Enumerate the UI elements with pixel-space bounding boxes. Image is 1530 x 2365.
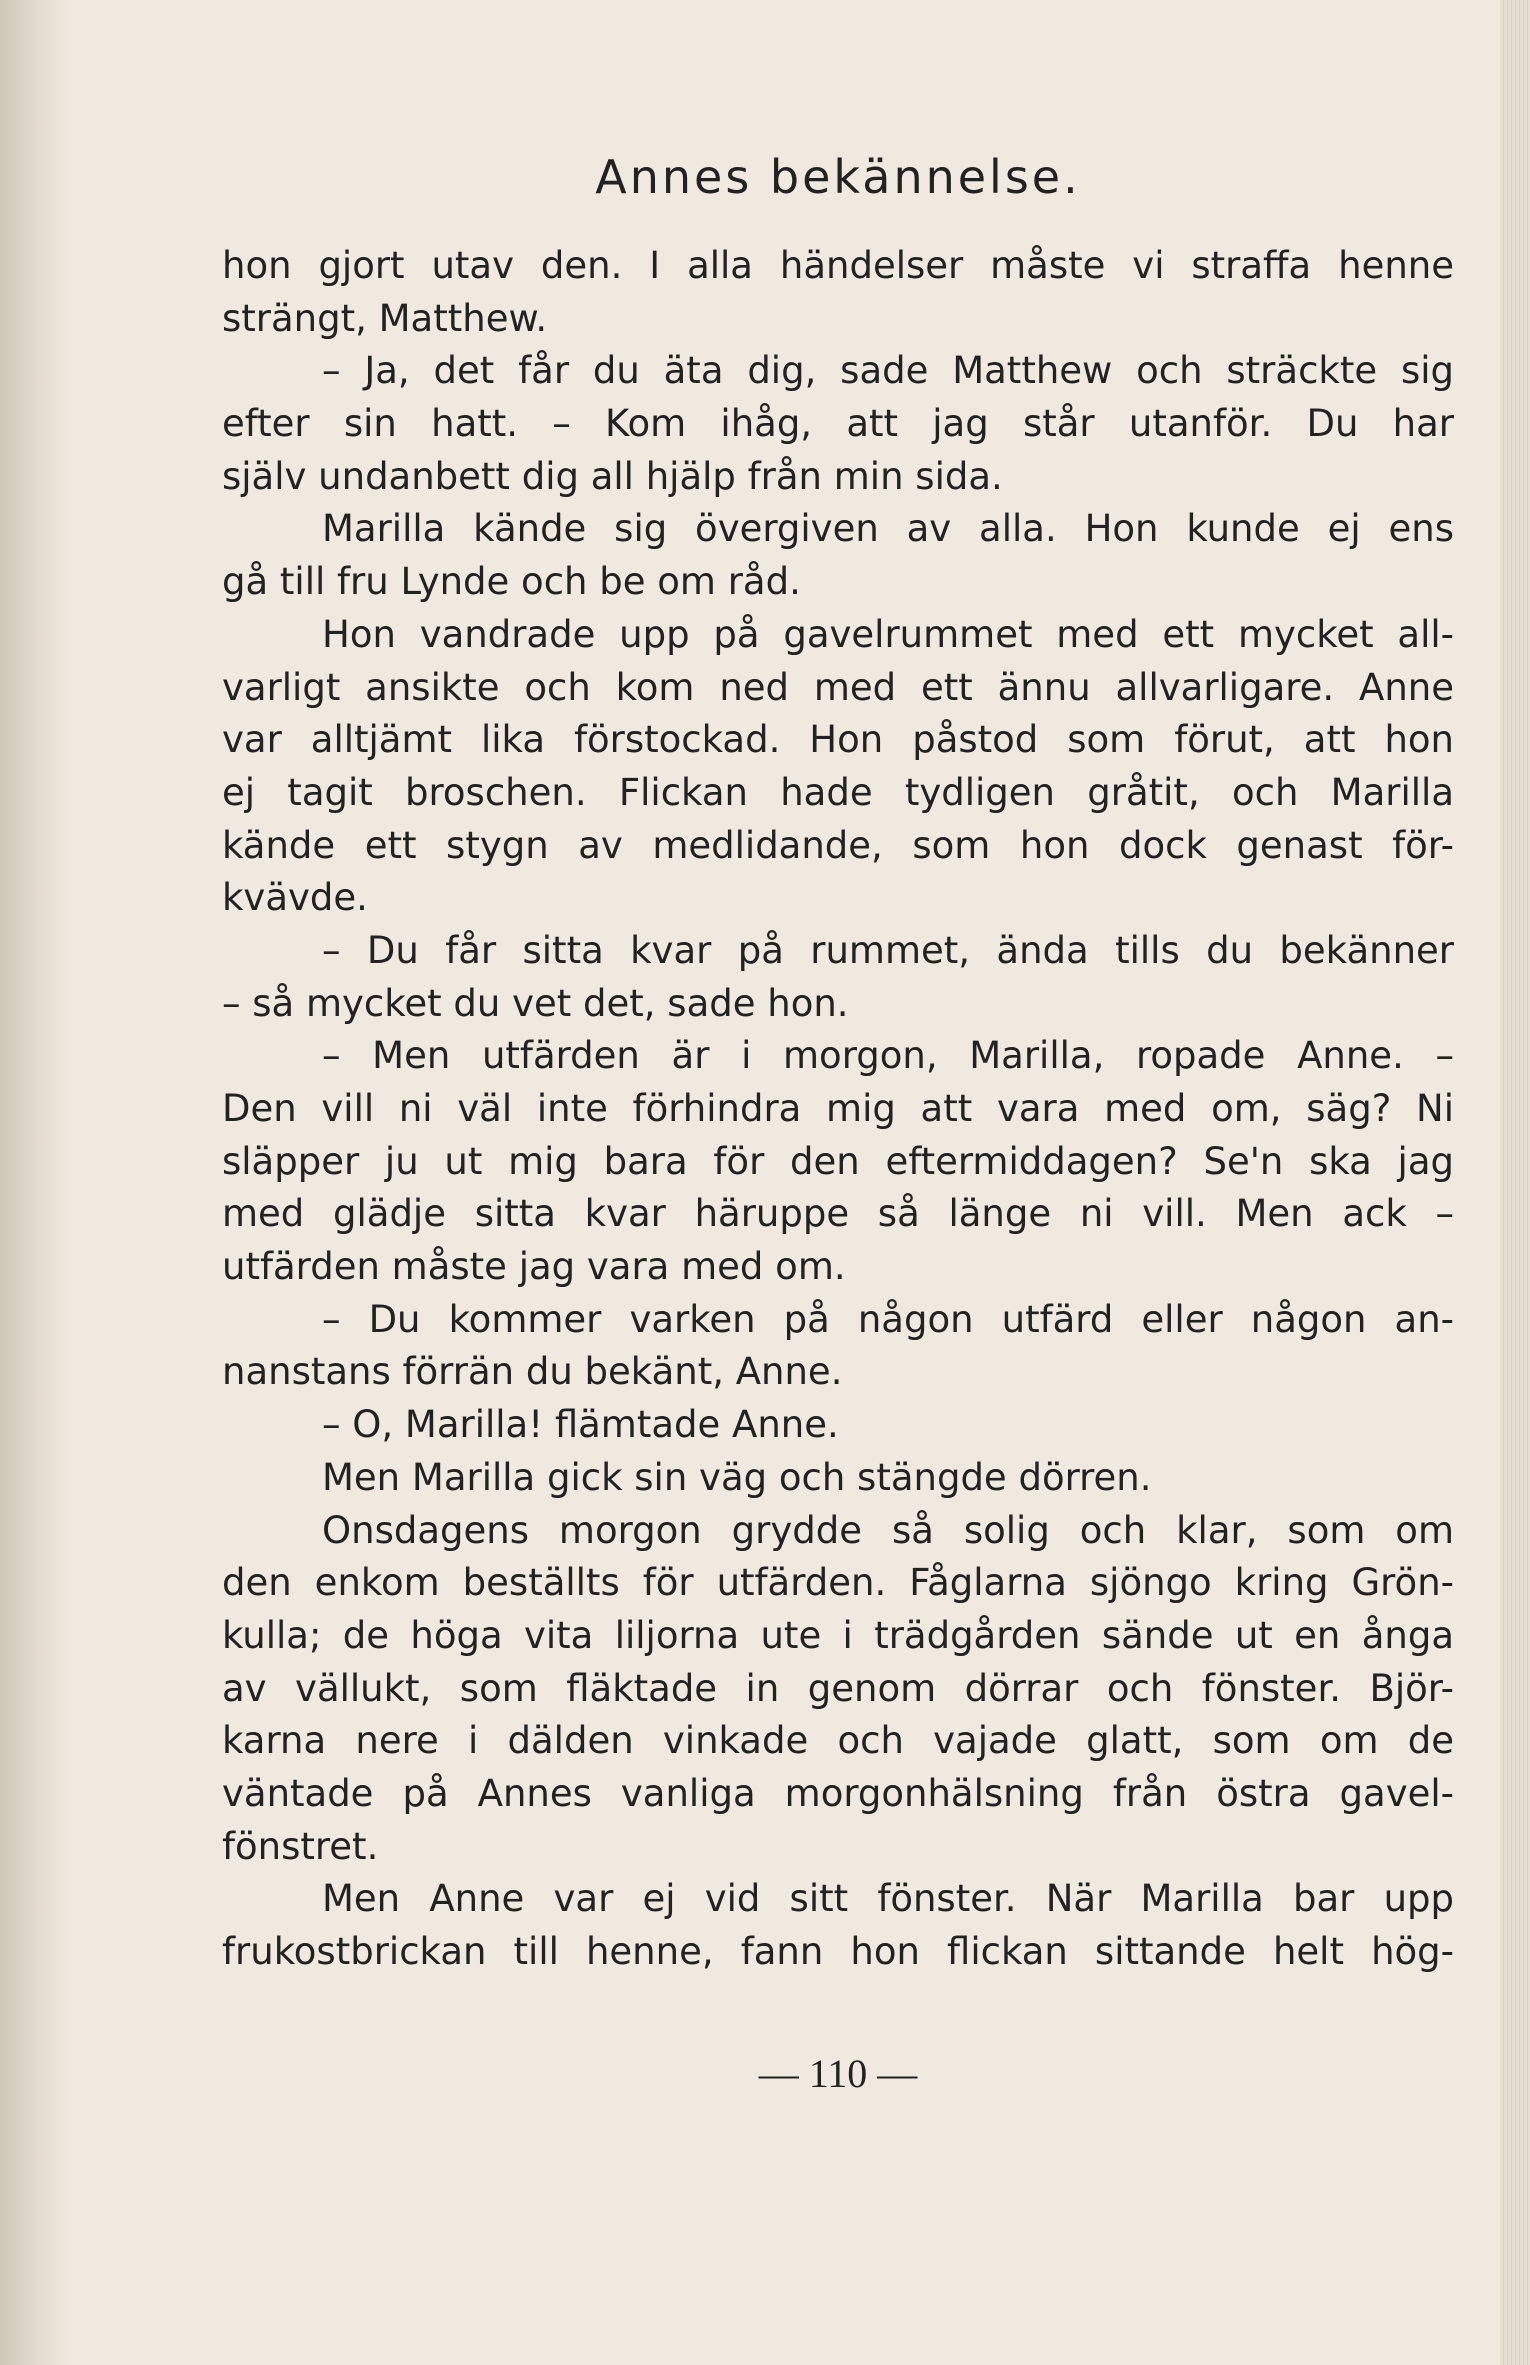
text-line: varligt ansikte och kom ned med ett ännu allvarligare. Anne bbox=[222, 665, 1454, 709]
page-edge bbox=[1500, 0, 1530, 2365]
text-line: kvävde. bbox=[222, 876, 368, 920]
text-line: – så mycket du vet det, sade hon. bbox=[222, 981, 849, 1025]
text-line: Marilla kände sig övergiven av alla. Hon kunde ej ens bbox=[322, 507, 1454, 551]
text-line: – Men utfärden är i morgon, Marilla, ropade Anne. – bbox=[322, 1034, 1454, 1078]
text-line: den enkom beställts för utfärden. Fåglarna sjöngo kring Grön- bbox=[222, 1561, 1454, 1605]
text-line: strängt, Matthew. bbox=[222, 296, 548, 340]
text-line: hon gjort utav den. I alla händelser måste vi straffa henne bbox=[222, 244, 1454, 287]
text-line: Men Marilla gick sin väg och stängde dörren. bbox=[322, 1455, 1152, 1499]
text-line: frukostbrickan till henne, fann hon flickan sittande helt hög- bbox=[222, 1930, 1454, 1973]
text-line: kulla; de höga vita liljorna ute i trädgården sände ut en ånga bbox=[222, 1613, 1454, 1657]
text-line: – Ja, det får du äta dig, sade Matthew och sträckte sig bbox=[322, 349, 1454, 393]
text-line: gå till fru Lynde och be om råd. bbox=[222, 560, 801, 604]
text-line: – O, Marilla! flämtade Anne. bbox=[322, 1403, 839, 1447]
text-line: Den vill ni väl inte förhindra mig att vara med om, säg? Ni bbox=[222, 1087, 1454, 1130]
text-line: kände ett stygn av medlidande, som hon dock genast för- bbox=[222, 823, 1454, 867]
text-line: karna nere i dälden vinkade och vajade glatt, som om de bbox=[222, 1719, 1454, 1763]
text-line: med glädje sitta kvar häruppe så länge ni vill. Men ack – bbox=[222, 1192, 1454, 1236]
text-line: fönstret. bbox=[222, 1824, 379, 1868]
text-line: ej tagit broschen. Flickan hade tydligen gråtit, och Marilla bbox=[222, 770, 1454, 814]
text-line: var alltjämt lika förstockad. Hon påstod som förut, att hon bbox=[222, 718, 1454, 762]
text-line: av vällukt, som fläktade in genom dörrar och fönster. Björ- bbox=[222, 1666, 1454, 1710]
text-line: Onsdagens morgon grydde så solig och klar, som om bbox=[322, 1508, 1454, 1552]
page-gutter bbox=[0, 0, 70, 2365]
page-number: — 110 — bbox=[758, 2051, 918, 2096]
text-line: – Du kommer varken på någon utfärd eller någon an- bbox=[322, 1297, 1454, 1341]
text-line: Hon vandrade upp på gavelrummet med ett mycket all- bbox=[322, 612, 1454, 656]
text-line: utfärden måste jag vara med om. bbox=[222, 1245, 846, 1289]
running-head: Annes bekännelse. bbox=[595, 150, 1081, 204]
body-text bbox=[222, 240, 1454, 1979]
text-line: nanstans förrän du bekänt, Anne. bbox=[222, 1350, 843, 1394]
text-line: själv undanbett dig all hjälp från min sida. bbox=[222, 454, 1003, 498]
text-line: efter sin hatt. – Kom ihåg, att jag står utanför. Du har bbox=[222, 402, 1454, 446]
text-line: väntade på Annes vanliga morgonhälsning från östra gavel- bbox=[222, 1771, 1454, 1815]
text-line: släpper ju ut mig bara för den eftermiddagen? Se'n ska jag bbox=[222, 1139, 1454, 1183]
text-line: Men Anne var ej vid sitt fönster. När Marilla bar upp bbox=[322, 1877, 1454, 1921]
text-line: – Du får sitta kvar på rummet, ända tills du bekänner bbox=[322, 928, 1454, 972]
